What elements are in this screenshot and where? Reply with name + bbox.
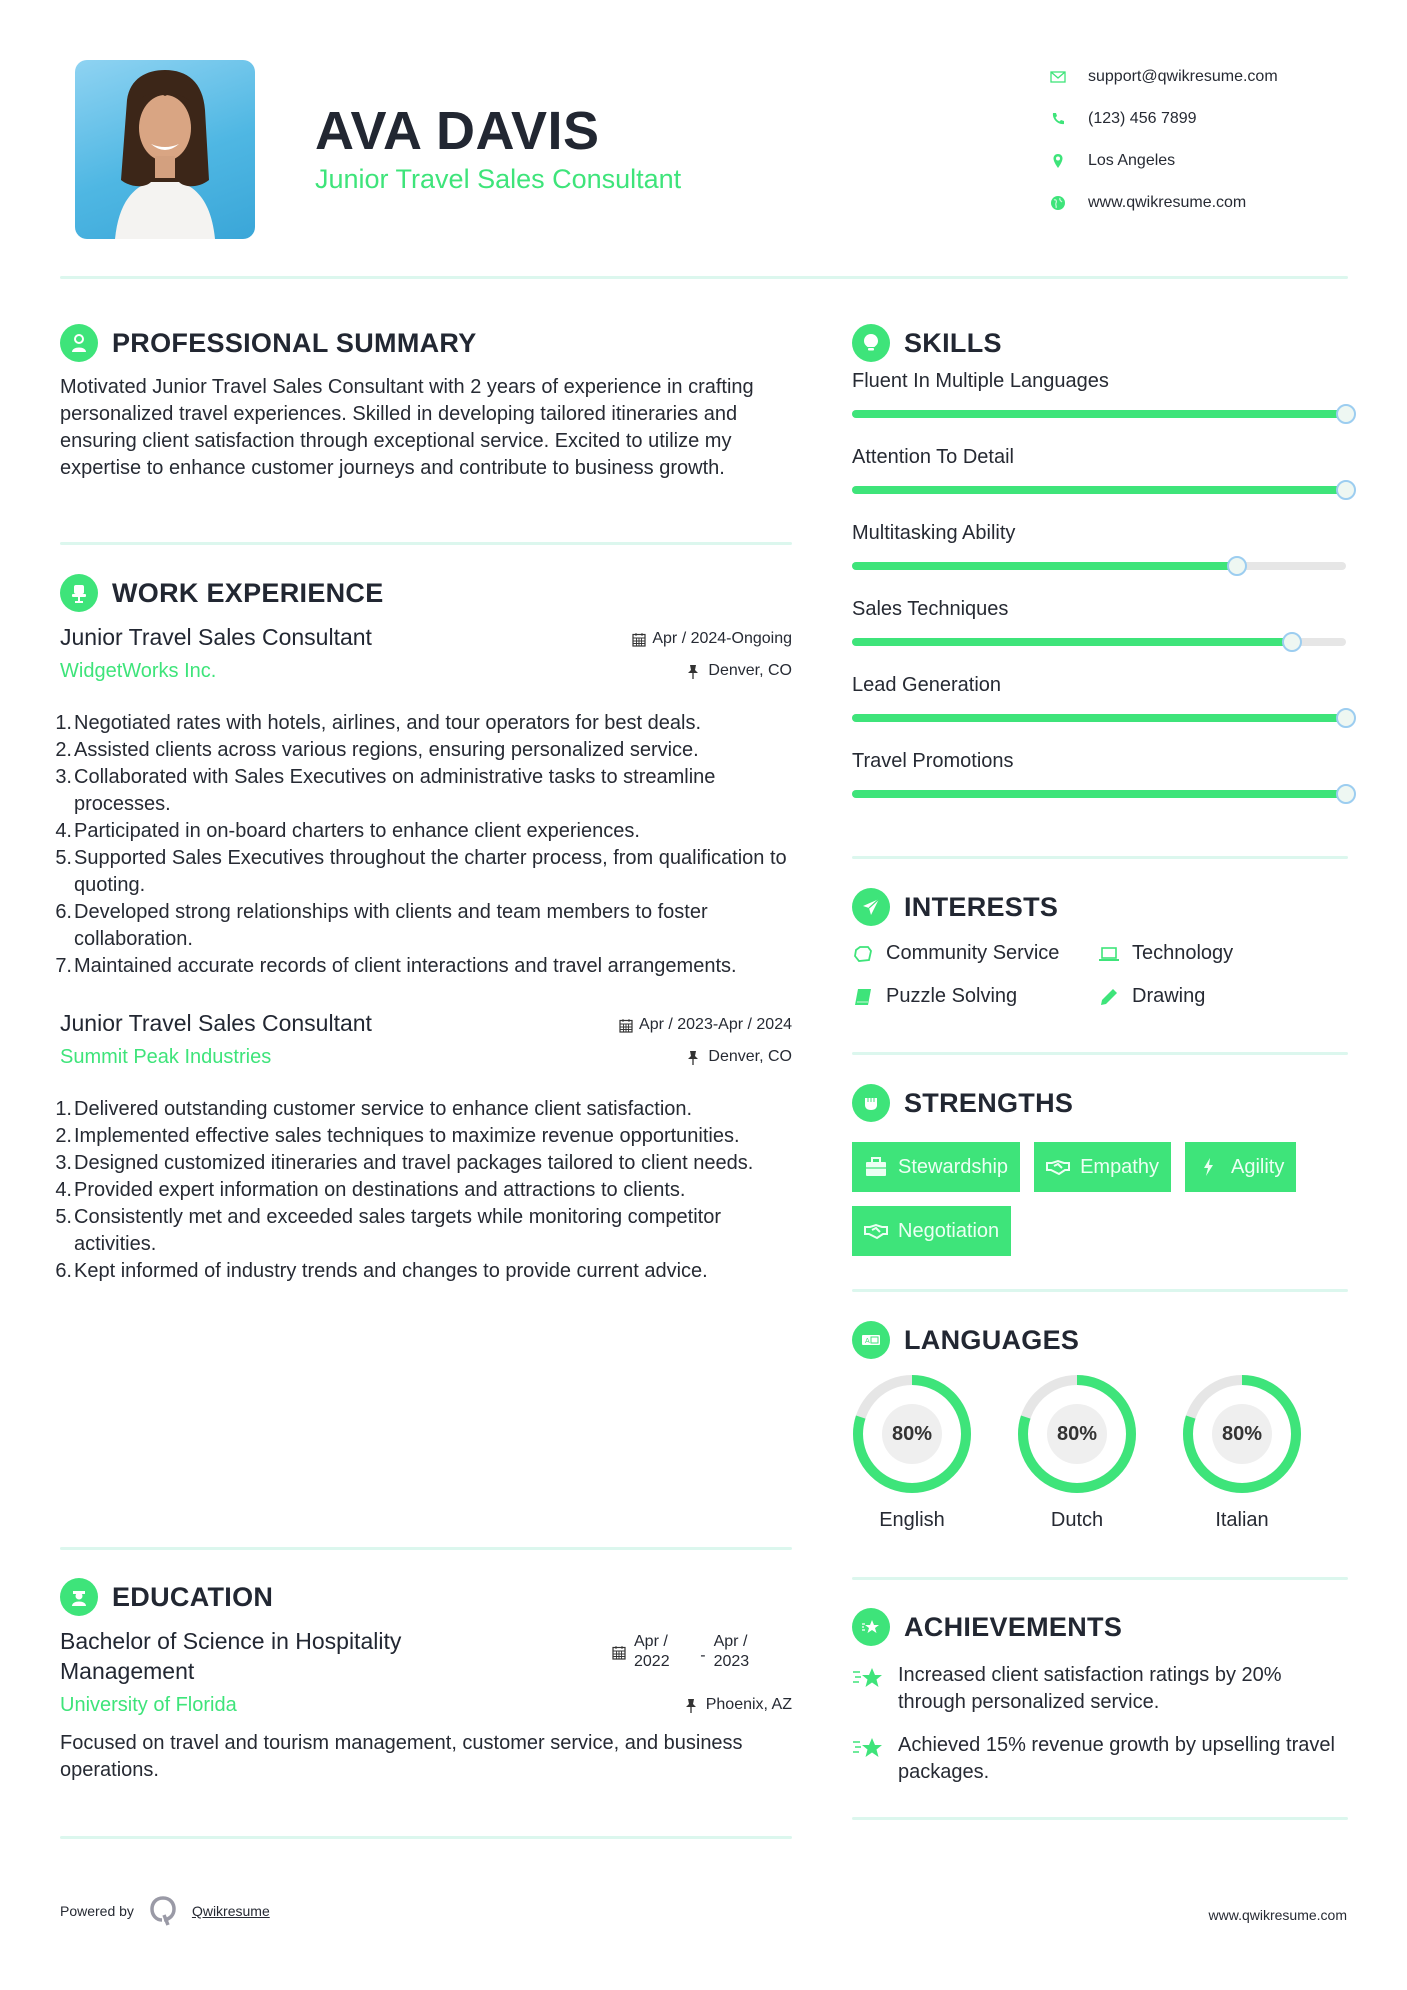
- interest-item: Community Service: [852, 942, 1098, 965]
- skill-item: Sales Techniques: [852, 598, 1348, 674]
- skill-bar: [852, 562, 1346, 570]
- skill-bar: [852, 714, 1346, 722]
- qwikresume-link[interactable]: Qwikresume: [191, 1903, 270, 1919]
- skill-bar: [852, 410, 1346, 418]
- fist-icon: [852, 1084, 890, 1122]
- job-company: WidgetWorks Inc.: [60, 660, 217, 682]
- interest-item: Technology: [1098, 942, 1348, 965]
- section-title: EDUCATION: [112, 1581, 274, 1612]
- lightbulb-icon: [852, 324, 890, 362]
- contact-website[interactable]: [1050, 182, 1380, 224]
- footer-url[interactable]: www.qwikresume.com: [1208, 1907, 1347, 1923]
- globe-icon: [1050, 195, 1088, 211]
- strengths-section: [852, 1084, 1348, 1256]
- shooting-star-icon: [852, 1662, 898, 1696]
- section-header: [852, 1321, 1348, 1359]
- list-item: 4. Provided expert information on destinations and attractions to clients.: [55, 1179, 686, 1201]
- skill-bar: [852, 638, 1346, 646]
- list-item: 2. Assisted clients across various regions, ensuring personalized service.: [55, 739, 699, 761]
- skill-knob: [1336, 404, 1356, 424]
- user-icon: [60, 324, 98, 362]
- contact-location: [1050, 140, 1380, 182]
- skill-item: Multitasking Ability: [852, 522, 1348, 598]
- skill-item: Fluent In Multiple Languages: [852, 370, 1348, 446]
- section-title: WORK EXPERIENCE: [112, 577, 384, 608]
- list-item: 6. Developed strong relationships with clients and team members to foster collaboration.: [55, 901, 708, 950]
- strength-chip: Empathy: [1034, 1142, 1171, 1192]
- skill-knob: [1336, 480, 1356, 500]
- job-title: Junior Travel Sales Consultant: [60, 1010, 372, 1036]
- list-item: 2. Implemented effective sales techniques to maximize revenue opportunities.: [55, 1125, 740, 1147]
- section-divider: [852, 1052, 1348, 1055]
- list-item: 1. Delivered outstanding customer service to enhance client satisfaction.: [55, 1098, 693, 1120]
- section-divider: [60, 1547, 792, 1550]
- candidate-name: AVA DAVIS: [315, 101, 600, 161]
- section-title: PROFESSIONAL SUMMARY: [112, 327, 477, 358]
- list-item: 7. Maintained accurate records of client interactions and travel arrangements.: [55, 955, 737, 977]
- contact-phone[interactable]: [1050, 98, 1380, 140]
- strength-chip: Negotiation: [852, 1206, 1011, 1256]
- section-divider: [852, 856, 1348, 859]
- shooting-star-icon: [852, 1732, 898, 1766]
- job-location: Denver, CO: [686, 662, 792, 680]
- section-header: [852, 324, 1348, 362]
- candidate-role: Junior Travel Sales Consultant: [315, 164, 682, 194]
- translate-icon: [852, 1321, 890, 1359]
- achievements-section: [852, 1608, 1348, 1786]
- calendar-icon: [612, 1645, 626, 1660]
- skill-knob: [1282, 632, 1302, 652]
- strength-chip: Stewardship: [852, 1142, 1020, 1192]
- contact-location-text: Los Angeles: [1088, 152, 1176, 169]
- graduate-icon: [60, 1578, 98, 1616]
- achievement-item: Increased client satisfaction ratings by 20% through personalized service.: [852, 1662, 1348, 1716]
- hand-icon: [852, 944, 886, 964]
- job-location: Denver, CO: [686, 1048, 792, 1066]
- section-divider: [852, 1577, 1348, 1580]
- school-name: University of Florida: [60, 1694, 237, 1716]
- footer-powered-by: Powered by Qwikresume: [60, 1895, 270, 1927]
- job-title: Junior Travel Sales Consultant: [60, 624, 372, 650]
- phone-icon: [1050, 111, 1088, 127]
- list-item: 5. Supported Sales Executives throughout the charter process, from qualification to quoting.: [55, 847, 787, 896]
- interest-item: Puzzle Solving: [852, 985, 1098, 1008]
- language-progress-ring: 80%: [1181, 1373, 1303, 1495]
- education-description: Focused on travel and tourism management, customer service, and business operations.: [60, 1732, 743, 1781]
- section-divider: [852, 1817, 1348, 1820]
- contact-website-text: www.qwikresume.com: [1088, 194, 1247, 211]
- section-divider: [60, 1836, 792, 1839]
- job-entry: [55, 624, 792, 980]
- section-header: [60, 324, 792, 362]
- book-icon: [852, 987, 886, 1007]
- skill-knob: [1336, 784, 1356, 804]
- language-item: [1182, 1373, 1302, 1532]
- language-item: [852, 1373, 972, 1532]
- language-name: English: [879, 1509, 945, 1531]
- section-header: [852, 888, 1348, 926]
- office-chair-icon: [60, 574, 98, 612]
- section-divider: [60, 542, 792, 545]
- handshake-icon: [864, 1221, 888, 1241]
- contact-email[interactable]: [1050, 56, 1380, 98]
- envelope-icon: [1050, 69, 1088, 85]
- strength-chip: Agility: [1185, 1142, 1296, 1192]
- language-progress-ring: 80%: [851, 1373, 973, 1495]
- professional-summary-section: [60, 324, 792, 482]
- section-header: [60, 1578, 792, 1616]
- map-pin-icon: [1050, 153, 1088, 169]
- section-title: ACHIEVEMENTS: [904, 1611, 1123, 1642]
- section-header: [60, 574, 792, 612]
- job-date: Apr / 2024-Ongoing: [632, 630, 792, 648]
- list-item: 6. Kept informed of industry trends and changes to provide current advice.: [55, 1260, 708, 1282]
- qwikresume-logo-icon: [148, 1895, 178, 1927]
- language-progress-ring: 80%: [1016, 1373, 1138, 1495]
- section-divider: [852, 1289, 1348, 1292]
- job-bullets: [55, 710, 792, 980]
- bolt-icon: [1197, 1157, 1221, 1177]
- pushpin-icon: [684, 1698, 698, 1713]
- job-bullets: [55, 1096, 792, 1285]
- interests-list: [852, 942, 1348, 1008]
- section-title: INTERESTS: [904, 891, 1059, 922]
- section-title: SKILLS: [904, 327, 1002, 358]
- languages-list: [852, 1373, 1348, 1532]
- skill-item: Lead Generation: [852, 674, 1348, 750]
- section-header: [852, 1608, 1348, 1646]
- interest-item: Drawing: [1098, 985, 1348, 1008]
- skill-bar: [852, 790, 1346, 798]
- handshake-icon: [1046, 1157, 1070, 1177]
- skill-bar: [852, 486, 1346, 494]
- section-title: LANGUAGES: [904, 1324, 1080, 1355]
- contact-email-text: support@qwikresume.com: [1088, 68, 1278, 85]
- person-portrait-icon: [75, 60, 255, 239]
- job-company: Summit Peak Industries: [60, 1046, 272, 1068]
- star-badge-icon: [852, 1608, 890, 1646]
- work-experience-section: [55, 574, 792, 1285]
- interests-section: [852, 888, 1348, 1008]
- language-name: Italian: [1215, 1509, 1269, 1531]
- job-entry: [55, 1010, 792, 1285]
- paper-plane-icon: [852, 888, 890, 926]
- laptop-icon: [1098, 944, 1132, 964]
- svg-text:A: A: [865, 1338, 870, 1345]
- education-location: Phoenix, AZ: [684, 1696, 792, 1714]
- pushpin-icon: [686, 1050, 700, 1065]
- skill-knob: [1227, 556, 1247, 576]
- language-item: [1017, 1373, 1137, 1532]
- strengths-list: [852, 1142, 1352, 1256]
- skills-section: [852, 324, 1348, 826]
- skill-item: Attention To Detail: [852, 446, 1348, 522]
- list-item: 3. Designed customized itineraries and travel packages tailored to client needs.: [55, 1152, 754, 1174]
- education-section: [60, 1578, 792, 1781]
- briefcase-icon: [864, 1157, 888, 1177]
- profile-photo: [75, 60, 255, 239]
- calendar-icon: [632, 632, 646, 647]
- achievement-item: Achieved 15% revenue growth by upselling travel packages.: [852, 1732, 1348, 1786]
- pushpin-icon: [686, 664, 700, 679]
- section-header: [852, 1084, 1348, 1122]
- degree-title: Bachelor of Science in Hospitality Management: [60, 1628, 402, 1684]
- contact-list: [1050, 56, 1380, 224]
- summary-text: Motivated Junior Travel Sales Consultant with 2 years of experience in crafting personalized travel experiences. Skilled in developing tailored itineraries and ensuring client satisfaction through exceptional service. Excited to utilize my expertise to enhance customer journeys and contribute to business growth.: [60, 376, 754, 479]
- section-title: STRENGTHS: [904, 1087, 1074, 1118]
- calendar-icon: [619, 1018, 633, 1033]
- list-item: 3. Collaborated with Sales Executives on administrative tasks to streamline processes.: [55, 766, 716, 815]
- job-date: Apr / 2023-Apr / 2024: [619, 1016, 792, 1034]
- skills-list: [852, 370, 1348, 826]
- contact-phone-text: (123) 456 7899: [1088, 110, 1197, 127]
- pencil-icon: [1098, 987, 1132, 1007]
- education-date: Apr / 2022 - Apr / 2023: [612, 1632, 749, 1672]
- list-item: 1. Negotiated rates with hotels, airlines, and tour operators for best deals.: [55, 712, 702, 734]
- skill-item: Travel Promotions: [852, 750, 1348, 826]
- header-divider: [60, 276, 1348, 279]
- language-name: Dutch: [1050, 1509, 1104, 1531]
- list-item: 5. Consistently met and exceeded sales targets while monitoring competitor activities.: [55, 1206, 721, 1255]
- list-item: 4. Participated in on-board charters to enhance client experiences.: [55, 820, 640, 842]
- languages-section: [852, 1321, 1348, 1532]
- skill-knob: [1336, 708, 1356, 728]
